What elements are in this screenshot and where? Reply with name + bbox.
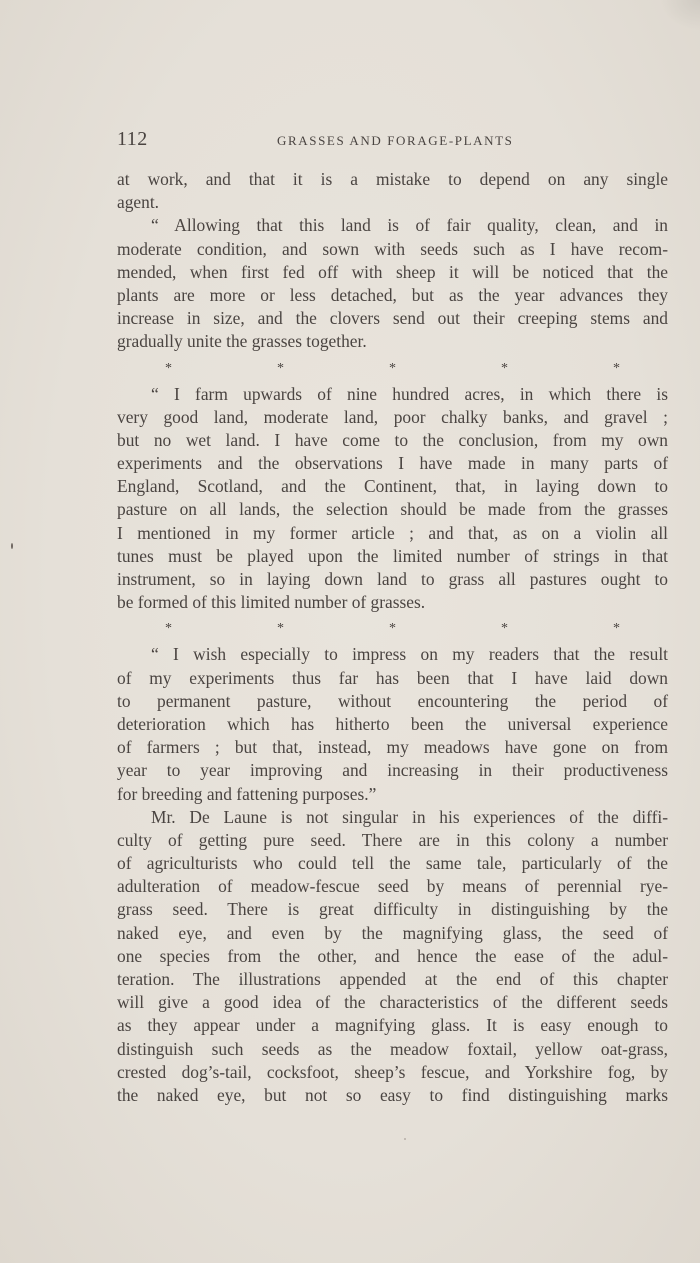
page-number: 112 <box>117 128 148 150</box>
text-line: pasture on all lands, the selection should be made from the grasses <box>117 499 668 520</box>
text-line: of agriculturists who could tell the same tale, particularly of the <box>117 853 668 874</box>
text-line: the naked eye, but not so easy to find distinguishing marks <box>117 1084 668 1105</box>
page-corner-discoloration <box>660 0 700 30</box>
text-line: gradually unite the grasses together. <box>117 331 367 352</box>
text-line: as they appear under a magnifying glass. It is easy enough to <box>117 1015 668 1036</box>
text-line: “ I farm upwards of nine hundred acres, in which there is <box>151 383 668 404</box>
asterisk: * <box>613 621 620 637</box>
text-line: England, Scotland, and the Continent, that, in laying down to <box>117 476 668 497</box>
text-line: will give a good idea of the characteristics of the different seeds <box>117 992 668 1013</box>
text-line: agent. <box>117 192 160 213</box>
running-head: GRASSES AND FORAGE-PLANTS <box>277 133 514 148</box>
asterisk: * <box>501 360 508 376</box>
text-line: “ Allowing that this land is of fair quality, clean, and in <box>151 215 668 236</box>
text-line: adulteration of meadow-fescue seed by means of perennial rye- <box>117 876 668 897</box>
text-line: but no wet land. I have come to the conclusion, from my own <box>117 429 668 450</box>
body-text <box>117 168 668 1107</box>
text-line: tunes must be played upon the limited number of strings in that <box>117 545 668 566</box>
ink-speck <box>11 543 13 549</box>
text-line: teration. The illustrations appended at the end of this chapter <box>117 969 668 989</box>
asterisk: * <box>277 360 284 376</box>
ink-speck <box>404 1138 406 1140</box>
text-line: mended, when first fed off with sheep it will be noticed that the <box>117 261 668 282</box>
text-line: be formed of this limited number of grasses. <box>117 592 426 613</box>
text-line: to permanent pasture, without encountering the period of <box>117 690 668 711</box>
text-line: one species from the other, and hence the ease of the adul- <box>117 945 668 966</box>
section-break-stars <box>117 614 668 643</box>
text-line: experiments and the observations I have made in many parts of <box>117 453 668 474</box>
asterisk: * <box>165 360 172 376</box>
text-line: of my experiments thus far has been that I have laid down <box>117 667 668 688</box>
text-line: for breeding and fattening purposes.” <box>117 783 377 804</box>
text-line: very good land, moderate land, poor chalky banks, and gravel ; <box>117 406 668 427</box>
text-line: distinguish such seeds as the meadow foxtail, yellow oat-grass, <box>117 1038 668 1059</box>
asterisk: * <box>613 360 620 376</box>
text-line: increase in size, and the clovers send out their creeping stems and <box>117 308 668 329</box>
asterisk: * <box>389 621 396 637</box>
text-line: deterioration which has hitherto been the universal experience <box>117 713 668 734</box>
asterisk: * <box>501 621 508 637</box>
text-line: culty of getting pure seed. There are in this colony a number <box>117 829 668 850</box>
text-line: at work, and that it is a mistake to depend on any single <box>117 169 668 189</box>
text-line: instrument, so in laying down land to grass all pastures ought to <box>117 569 668 589</box>
text-line: crested dog’s-tail, cocksfoot, sheep’s fescue, and Yorkshire fog, by <box>117 1061 668 1082</box>
text-line: plants are more or less detached, but as the year advances they <box>117 284 668 305</box>
text-line: of farmers ; but that, instead, my meadows have gone on from <box>117 737 668 758</box>
text-line: year to year improving and increasing in their productiveness <box>117 760 668 781</box>
section-break-stars <box>117 354 668 383</box>
text-line: naked eye, and even by the magnifying glass, the seed of <box>117 922 668 943</box>
text-line: grass seed. There is great difficulty in distinguishing by the <box>117 899 668 920</box>
asterisk: * <box>165 621 172 637</box>
text-line: Mr. De Laune is not singular in his experiences of the diffi- <box>151 806 668 827</box>
asterisk: * <box>389 360 396 376</box>
text-line: moderate condition, and sown with seeds such as I have recom- <box>117 238 668 259</box>
page-header <box>117 128 668 154</box>
text-line: I mentioned in my former article ; and that, as on a violin all <box>117 522 668 543</box>
asterisk: * <box>277 621 284 637</box>
text-line: “ I wish especially to impress on my readers that the result <box>151 644 668 665</box>
